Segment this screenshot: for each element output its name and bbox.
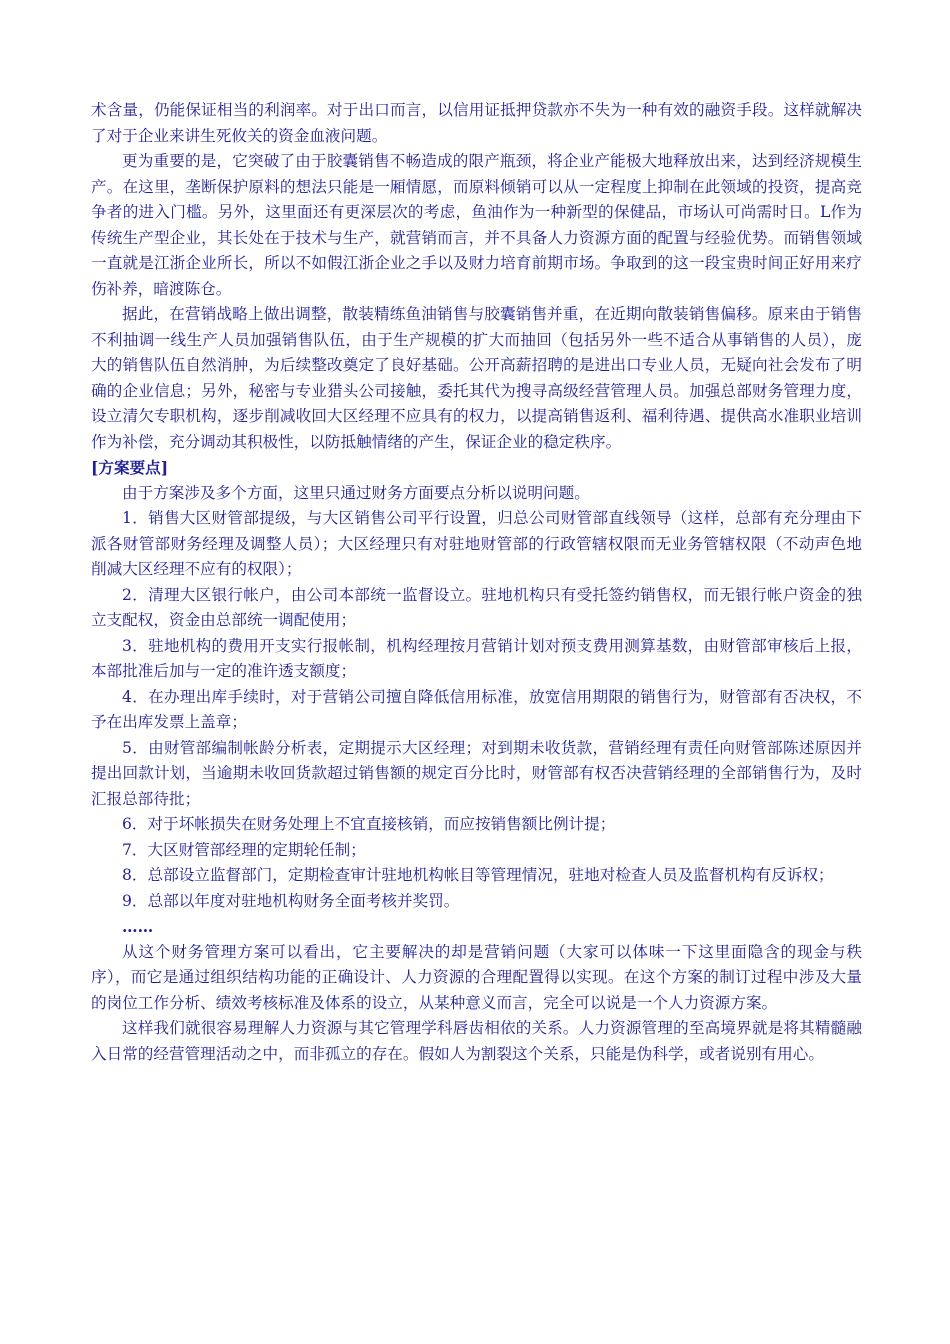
intro-paragraph-1: 术含量，仍能保证相当的利润率。对于出口而言，以信用证抵押贷款亦不失为一种有效的融资手段。这样就解决了对于企业来讲生死攸关的资金血液问题。 (91, 101, 862, 145)
point-item-8: 8．总部设立监督部门，定期检查审计驻地机构帐目等管理情况，驻地对检查人员及监督机构有反诉权； (122, 866, 834, 884)
intro-paragraph-3: 据此，在营销战略上做出调整，散装精练鱼油销售与胶囊销售并重，在近期向散装销售偏移。原来由于销售不利抽调一线生产人员加强销售队伍，由于生产规模的扩大而抽回（包括另外一些不适合从事销售的人员），庞大的销售队伍自然消肿，为后续整改奠定了良好基础。公开高薪招聘的是进出口专业人员，无疑向社会发布了明确的企业信息；另外，秘密与专业猎头公司接触，委托其代为搜寻高级经营管理人员。加强总部财务管理力度，设立清欠专职机构，逐步削减收回大区经理不应具有的权力，以提高销售返利、福利待遇、提供高水准职业培训作为补偿，充分调动其积极性，以防抵触情绪的产生，保证企业的稳定秩序。 (91, 305, 862, 451)
point-item-2: 2．清理大区银行帐户，由公司本部统一监督设立。驻地机构只有受托签约销售权，而无银行帐户资金的独立支配权，资金由总部统一调配使用； (91, 585, 862, 629)
point-item-4: 4．在办理出库手续时，对于营销公司擅自降低信用标准，放宽信用期限的销售行为，财管部有否决权，不予在出库发票上盖章； (91, 687, 862, 731)
point-item-1: 1．销售大区财管部提级，与大区销售公司平行设置，归总公司财管部直线领导（这样，总部有充分理由下派各财管部财务经理及调整人员）；大区经理只有对驻地财管部的行政管辖权限而无业务管辖权限（不动声色地削减大区经理不应有的权限）； (91, 509, 862, 578)
section-heading: [方案要点] (91, 458, 169, 477)
point-item-9: 9．总部以年度对驻地机构财务全面考核并奖罚。 (122, 891, 460, 910)
section-intro: 由于方案涉及多个方面，这里只通过财务方面要点分析以说明问题。 (122, 483, 590, 502)
point-item-6: 6．对于坏帐损失在财务处理上不宜直接核销，而应按销售额比例计提； (122, 815, 616, 833)
point-item-5: 5．由财管部编制帐龄分析表，定期提示大区经理；对到期未收货款，营销经理有责任向财管部陈述原因并提出回款计划，当逾期未收回货款超过销售额的规定百分比时，财管部有权否决营销经理的全部销售行为，及时汇报总部待批； (91, 738, 862, 808)
point-item-7: 7．大区财管部经理的定期轮任制； (122, 840, 366, 859)
conclusion-paragraph-2: 这样我们就很容易理解人力资源与其它管理学科唇齿相依的关系。人力资源管理的至高境界就是将其精髓融入日常的经营管理活动之中，而非孤立的存在。假如人为割裂这个关系，只能是伪科学，或者说别有用心。 (91, 1019, 862, 1063)
point-item-3: 3．驻地机构的费用开支实行报帐制，机构经理按月营销计划对预支费用测算基数，由财管部审核后上报，本部批准后加与一定的准许透支额度； (91, 636, 862, 680)
ellipsis: …… (122, 917, 154, 936)
conclusion-paragraph-1: 从这个财务管理方案可以看出，它主要解决的却是营销问题（大家可以体味一下这里面隐含的现金与秩序），而它是通过组织结构功能的正确设计、人力资源的合理配置得以实现。在这个方案的制订过程中涉及大量的岗位工作分析、绩效考核标准及体系的设立，从某种意义而言，完全可以说是一个人力资源方案。 (91, 942, 862, 1012)
intro-paragraph-2: 更为重要的是，它突破了由于胶囊销售不畅造成的限产瓶颈，将企业产能极大地释放出来，达到经济规模生产。在这里，垄断保护原料的想法只能是一厢情愿，而原料倾销可以从一定程度上抑制在此领域的投资，提高竞争者的进入门槛。另外，这里面还有更深层次的考虑，鱼油作为一种新型的保健品，市场认可尚需时日。L作为传统生产型企业，其长处在于技术与生产，就营销而言，并不具备人力资源方面的配置与经验优势。而销售领域一直就是江浙企业所长，所以不如假江浙企业之手以及财力培育前期市场。争取到的这一段宝贵时间正好用来疗伤补养，暗渡陈仓。 (91, 152, 862, 298)
